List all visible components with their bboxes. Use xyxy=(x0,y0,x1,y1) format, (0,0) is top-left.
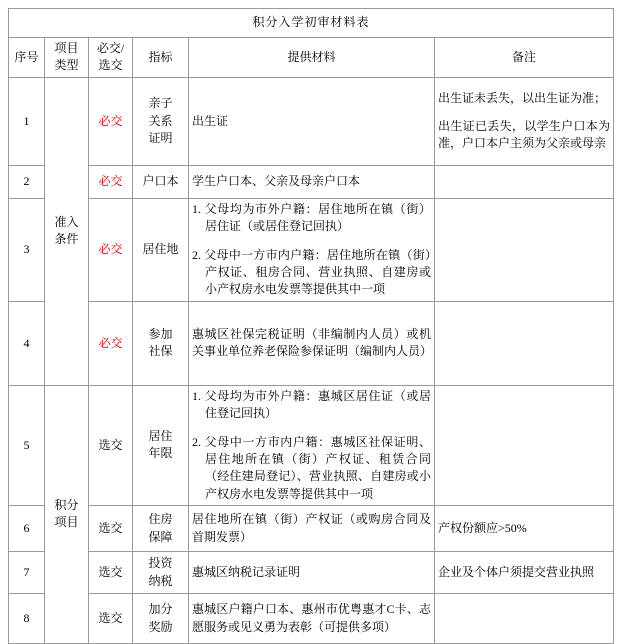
row-seq: 3 xyxy=(9,198,45,301)
eligibility-materials-table xyxy=(8,8,614,644)
material-paragraph: 1. 父母均为市外户籍：惠城区居住证（或居住登记回执） xyxy=(192,388,431,421)
row-requirement: 选交 xyxy=(89,594,133,644)
row-requirement: 必交 xyxy=(89,77,133,165)
table-head xyxy=(9,9,614,78)
column-header-requirement-line2: 选交 xyxy=(98,58,123,73)
row-index-line2: 社保 xyxy=(148,344,173,359)
table-row xyxy=(9,165,614,198)
material-paragraph: 居住地所在镇（街）产权证（或购房合同及首期发票） xyxy=(192,512,431,544)
group-label-points xyxy=(45,385,89,643)
row-material xyxy=(189,594,435,644)
row-seq: 8 xyxy=(9,594,45,644)
column-header-index: 指标 xyxy=(133,38,189,78)
row-seq: 4 xyxy=(9,301,45,385)
column-header-note: 备注 xyxy=(435,38,614,78)
table-row xyxy=(9,198,614,301)
row-seq: 5 xyxy=(9,385,45,505)
row-note xyxy=(435,552,614,594)
row-index-line1: 投资 xyxy=(148,556,173,571)
material-paragraph: 2. 父母中一方市内户籍：惠城区社保证明、居住地所在镇（街）产权证、租赁合同（经住建局登记）、营业执照、自建房或小产权房水电发票等提供其中一项 xyxy=(192,434,431,501)
group-label-admission xyxy=(45,77,89,385)
row-seq: 7 xyxy=(9,552,45,594)
row-material xyxy=(189,77,435,165)
column-header-requirement-line1: 必交/ xyxy=(96,41,125,55)
row-index-line1: 加分 xyxy=(148,602,173,617)
row-index-line2: 关系 xyxy=(148,113,173,128)
row-index-line2: 保障 xyxy=(148,529,173,544)
row-seq: 1 xyxy=(9,77,45,165)
column-header-requirement xyxy=(89,38,133,78)
group-label-line2: 条件 xyxy=(54,232,79,247)
row-note xyxy=(435,385,614,505)
table-row xyxy=(9,594,614,644)
group-label-line1: 准入 xyxy=(54,214,79,229)
row-index xyxy=(133,385,189,505)
table-body xyxy=(9,77,614,643)
group-label-line1: 积分 xyxy=(54,498,79,513)
header-row xyxy=(9,38,614,78)
row-note xyxy=(435,165,614,198)
row-note xyxy=(435,594,614,644)
column-header-material: 提供材料 xyxy=(189,38,435,78)
column-header-seq: 序号 xyxy=(9,38,45,78)
material-paragraph: 惠城区户籍户口本、惠州市优粤惠才C卡、志愿服务或见义勇为表彰（可提供多项） xyxy=(192,602,431,634)
table-row xyxy=(9,385,614,505)
row-material xyxy=(189,385,435,505)
note-paragraph: 出生证已丢失，以学生户口本为准，户口本户主须为父亲或母亲 xyxy=(438,119,611,151)
row-material xyxy=(189,506,435,552)
row-index-line2: 纳税 xyxy=(148,573,173,588)
row-index-line2: 年限 xyxy=(148,446,173,461)
column-header-type-line2: 类型 xyxy=(54,58,79,73)
row-requirement: 选交 xyxy=(89,506,133,552)
row-material xyxy=(189,301,435,385)
row-index-line3: 证明 xyxy=(148,130,173,145)
material-paragraph: 出生证 xyxy=(192,113,229,128)
material-paragraph: 2. 父母中一方市内户籍：居住地所在镇（街）产权证、租房合同、营业执照、自建房或小产权房水电发票等提供其中一项 xyxy=(192,247,431,297)
row-material xyxy=(189,165,435,198)
row-material xyxy=(189,552,435,594)
row-note xyxy=(435,506,614,552)
row-index xyxy=(133,506,189,552)
row-requirement: 选交 xyxy=(89,385,133,505)
row-index-line1: 参加 xyxy=(148,326,173,341)
row-requirement: 必交 xyxy=(89,301,133,385)
document-title: 积分入学初审材料表 xyxy=(9,9,614,38)
group-label-line2: 项目 xyxy=(54,515,79,530)
row-material xyxy=(189,198,435,301)
column-header-type xyxy=(45,38,89,78)
table-row xyxy=(9,77,614,165)
table-row xyxy=(9,301,614,385)
note-paragraph: 企业及个体户须提交营业执照 xyxy=(438,564,595,579)
row-index xyxy=(133,594,189,644)
row-requirement: 必交 xyxy=(89,198,133,301)
material-paragraph: 惠城区纳税记录证明 xyxy=(192,564,301,579)
row-seq: 6 xyxy=(9,506,45,552)
table-row xyxy=(9,506,614,552)
row-index-line1: 亲子 xyxy=(148,96,173,111)
row-requirement: 选交 xyxy=(89,552,133,594)
table-row xyxy=(9,552,614,594)
row-index-line2: 奖励 xyxy=(148,619,173,634)
row-note xyxy=(435,198,614,301)
column-header-type-line1: 项目 xyxy=(54,41,79,55)
row-requirement: 必交 xyxy=(89,165,133,198)
row-index-line1: 住房 xyxy=(148,512,173,527)
note-paragraph: 产权份额应>50% xyxy=(438,520,527,535)
material-paragraph: 1. 父母均为市外户籍：居住地所在镇（街）居住证（或居住登记回执） xyxy=(192,201,431,234)
row-seq: 2 xyxy=(9,165,45,198)
row-index: 居住地 xyxy=(133,198,189,301)
material-paragraph: 学生户口本、父亲及母亲户口本 xyxy=(192,174,361,189)
row-index xyxy=(133,77,189,165)
row-note xyxy=(435,301,614,385)
row-index xyxy=(133,552,189,594)
row-index-line1: 居住 xyxy=(148,429,173,444)
title-row xyxy=(9,9,614,38)
material-paragraph: 惠城区社保完税证明（非编制内人员）或机关事业单位养老保险参保证明（编制内人员） xyxy=(192,326,433,359)
row-index: 户口本 xyxy=(133,165,189,198)
row-index xyxy=(133,301,189,385)
note-paragraph: 出生证未丢失，以出生证为准； xyxy=(438,90,607,105)
row-note xyxy=(435,77,614,165)
